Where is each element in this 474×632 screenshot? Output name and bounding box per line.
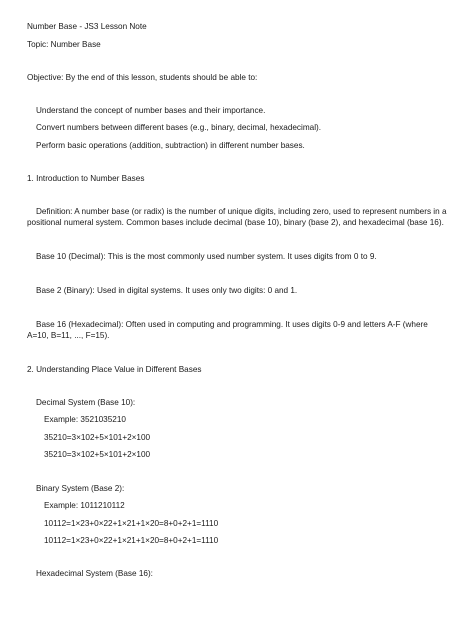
decimal-example: Example: 3521035210 [44,415,126,424]
document-topic: Topic: Number Base [27,40,101,49]
hex-heading: Hexadecimal System (Base 16): [36,569,153,578]
definition-paragraph: Definition: A number base (or radix) is the number of unique digits, including zero, used to represent numbers in a positional numeral system. Common bases include decimal (base 10), binary (base 2), and hexadecimal (base 16). [27,207,447,227]
decimal-heading: Decimal System (Base 10): [36,398,136,407]
section-heading-introduction: 1. Introduction to Number Bases [27,174,145,183]
binary-heading: Binary System (Base 2): [36,484,125,493]
objective-item: Perform basic operations (addition, subtraction) in different number bases. [36,141,305,150]
decimal-expansion: 35210=3×102+5×101+2×100 [44,450,151,459]
objective-intro: Objective: By the end of this lesson, students should be able to: [27,73,258,82]
decimal-expansion: 35210=3×102+5×101+2×100 [44,433,151,442]
document-title: Number Base - JS3 Lesson Note [27,22,147,31]
base2-paragraph: Base 2 (Binary): Used in digital systems. It uses only two digits: 0 and 1. [36,286,298,295]
section-heading-place-value: 2. Understanding Place Value in Different Bases [27,365,202,374]
base10-paragraph: Base 10 (Decimal): This is the most commonly used number system. It uses digits from 0 to 9. [36,252,377,261]
objective-item: Convert numbers between different bases (e.g., binary, decimal, hexadecimal). [36,123,322,132]
base16-paragraph: Base 16 (Hexadecimal): Often used in computing and programming. It uses digits 0-9 and letters A-F (where A=10, B=11, ..., F=15). [27,320,428,340]
binary-example: Example: 1011210112 [44,501,125,510]
binary-expansion: 10112=1×23+0×22+1×21+1×20=8+0+2+1=1110 [44,536,219,545]
binary-expansion: 10112=1×23+0×22+1×21+1×20=8+0+2+1=1110 [44,519,219,528]
objective-item: Understand the concept of number bases and their importance. [36,106,266,115]
